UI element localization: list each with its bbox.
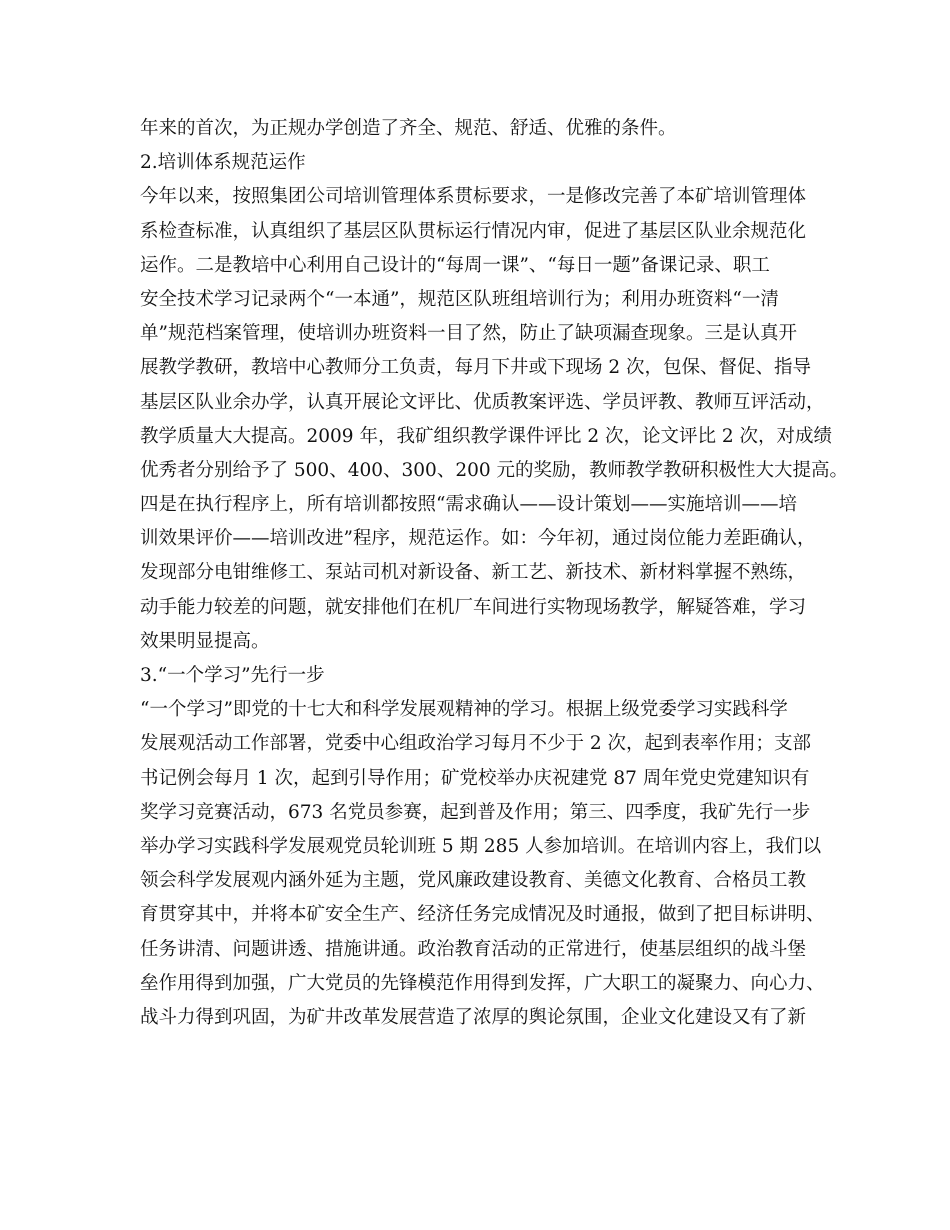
text-line: 任务讲清、问题讲透、措施讲通。政治教育活动的正常进行，使基层组织的战斗堡 <box>140 938 807 960</box>
text-line: 举办学习实践科学发展观党员轮训班 5 期 285 人参加培训。在培训内容上，我们以 <box>140 835 822 857</box>
text-line: 优秀者分别给予了 500、400、300、200 元的奖励，教师教学教研积极性大大提高。 <box>140 459 849 481</box>
text-line: “一个学习”即党的十七大和科学发展观精神的学习。根据上级党委学习实践科学 <box>140 699 788 721</box>
text-line: 发现部分电钳维修工、泵站司机对新设备、新工艺、新技术、新材料掌握不熟练， <box>140 562 807 584</box>
text-line: 书记例会每月 1 次，起到引导作用；矿党校举办庆祝建党 87 周年党史党建知识有 <box>140 767 810 789</box>
text-line: 垒作用得到加强，广大党员的先锋模范作用得到发挥，广大职工的凝聚力、向心力、 <box>140 972 825 994</box>
body-text <box>140 112 849 1035</box>
text-line: 基层区队业余办学，认真开展论文评比、优质教案评选、学员评教、教师互评活动， <box>140 391 825 413</box>
text-line: 运作。二是教培中心利用自己设计的“每周一课”、“每日一题”备课记录、职工 <box>140 254 770 276</box>
text-line: 效果明显提高。 <box>140 630 270 652</box>
text-line: 奖学习竞赛活动，673 名党员参赛，起到普及作用；第三、四季度，我矿先行一步 <box>140 801 811 823</box>
text-line: 教学质量大大提高。2009 年，我矿组织教学课件评比 2 次，论文评比 2 次，对成绩 <box>140 425 833 447</box>
text-line: 战斗力得到巩固，为矿井改革发展营造了浓厚的舆论氛围，企业文化建设又有了新 <box>140 1006 807 1028</box>
section-heading: 2.培训体系规范运作 <box>140 152 306 174</box>
text-line: 年来的首次，为正规办学创造了齐全、规范、舒适、优雅的条件。 <box>140 118 677 139</box>
text-line: 展教学教研，教培中心教师分工负责，每月下井或下现场 2 次，包保、督促、指导 <box>140 357 812 379</box>
text-line: 单”规范档案管理，使培训办班资料一目了然，防止了缺项漏查现象。三是认真开 <box>140 323 797 345</box>
text-line: 安全技术学习记录两个“一本通”，规范区队班组培训行为；利用办班资料“一清 <box>140 288 779 310</box>
text-line: 训效果评价——培训改进”程序，规范运作。如：今年初，通过岗位能力差距确认， <box>140 528 816 550</box>
text-line: 发展观活动工作部署，党委中心组政治学习每月不少于 2 次，起到表率作用；支部 <box>140 733 812 755</box>
text-line: 领会科学发展观内涵外延为主题，党风廉政建设教育、美德文化教育、合格员工教 <box>140 870 807 892</box>
text-line: 四是在执行程序上，所有培训都按照“需求确认——设计策划——实施培训——培 <box>140 494 797 516</box>
text-line: 今年以来，按照集团公司培训管理体系贯标要求，一是修改完善了本矿培训管理体 <box>140 186 807 208</box>
section-heading: 3.“一个学习”先行一步 <box>140 665 325 686</box>
text-line: 育贯穿其中，并将本矿安全生产、经济任务完成情况及时通报，做到了把目标讲明、 <box>140 904 825 926</box>
text-line: 系检查标准，认真组织了基层区队贯标运行情况内审，促进了基层区队业余规范化 <box>140 220 807 242</box>
text-line: 动手能力较差的问题，就安排他们在机厂车间进行实物现场教学，解疑答难，学习 <box>140 596 807 618</box>
